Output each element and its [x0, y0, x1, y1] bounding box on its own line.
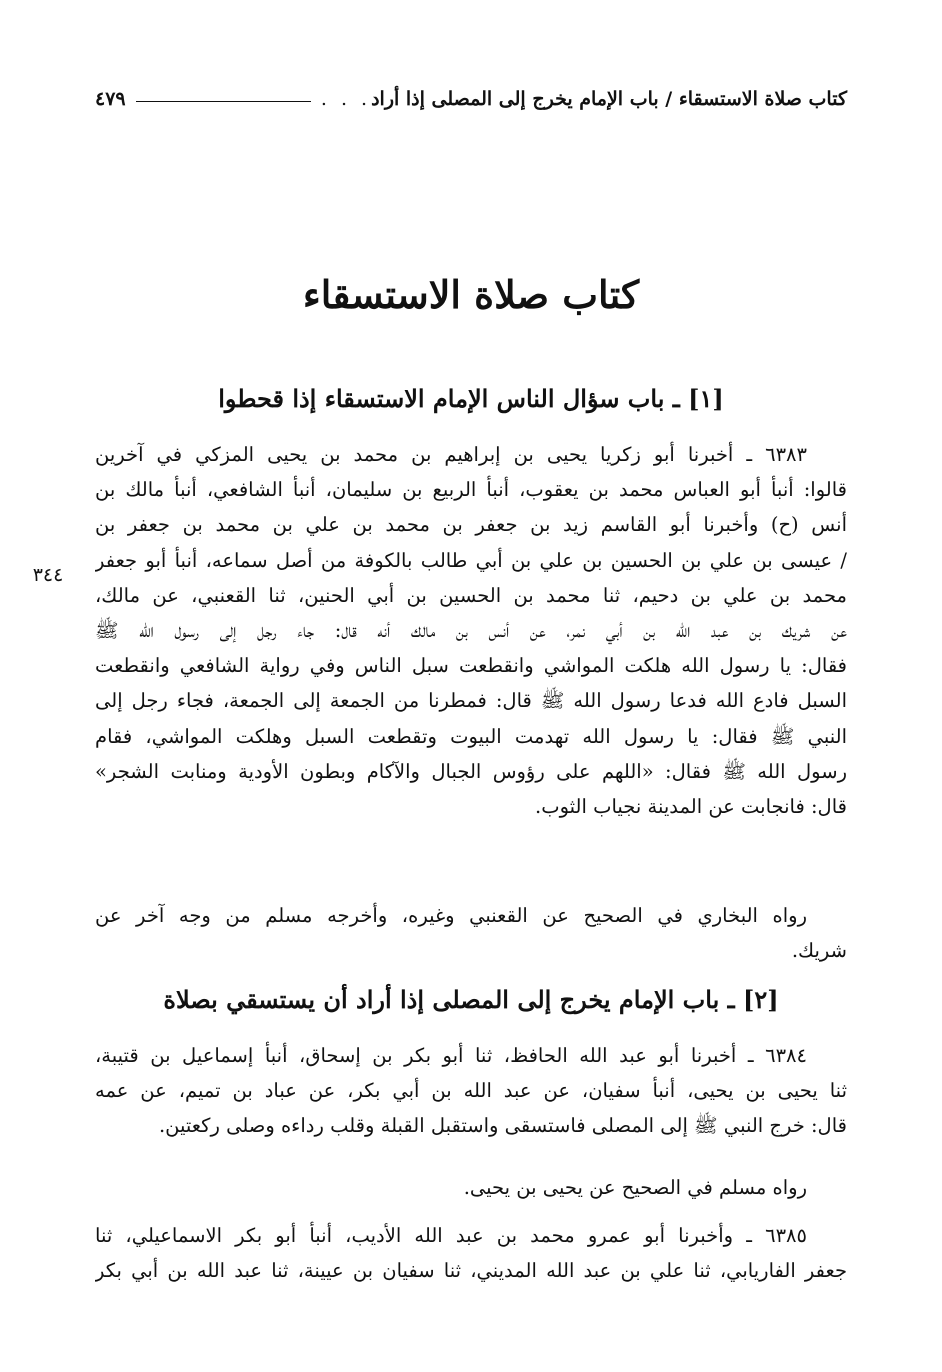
text-line: ٦٣٨٥ ـ وأخبرنا أبو عمرو محمد بن عبد الله الأديب، أنبأ أبو بكر الاسماعيلي، ثنا	[95, 1224, 807, 1247]
text-line: رواه البخاري في الصحيح عن القعنبي وغيره، وأخرجه مسلم من وجه آخر عن	[95, 904, 807, 927]
header-title: كتاب صلاة الاستسقاء / باب الإمام يخرج إلى المصلى إذا أراد	[371, 88, 847, 110]
text-line: جعفر الفاريابي، ثنا علي بن عبد الله المديني، ثنا سفيان بن عيينة، ثنا عبد الله بن أبي بكر	[95, 1259, 847, 1283]
section-heading-2: [٢] ـ باب الإمام يخرج إلى المصلى إذا أراد أن يستسقي بصلاة	[163, 985, 779, 1014]
text-line: ثنا يحيى بن يحيى، أنبأ سفيان، عن عبد الله بن أبي بكر، عن عباد بن تميم، عن عمه	[95, 1079, 847, 1103]
text-line: محمد بن علي بن دحيم، ثنا محمد بن الحسين بن أبي الحنين، ثنا القعنبي، عن مالك،	[95, 583, 847, 607]
text-line: ٦٣٨٤ ـ أخبرنا أبو عبد الله الحافظ، ثنا أبو بكر بن إسحاق، أنبأ إسماعيل بن قتيبة،	[95, 1044, 807, 1067]
page-number: ٤٧٩	[95, 88, 126, 110]
book-title: كتاب صلاة الاستسقاء	[302, 272, 640, 317]
text-line: قالوا: أنبأ أبو العباس محمد بن يعقوب، أنبأ الربيع بن سليمان، أنبأ الشافعي، أنبأ مالك بن	[95, 478, 847, 502]
text-line: ٦٣٨٣ ـ أخبرنا أبو زكريا يحيى بن إبراهيم بن محمد بن يحيى المزكي في آخرين	[95, 443, 807, 466]
text-line: أنس (ح) وأخبرنا أبو القاسم زيد بن جعفر بن محمد بن علي بن محمد بن جعفر بن	[95, 513, 847, 537]
text-line: شريك.	[791, 939, 847, 963]
text-line: / عيسى بن علي بن الحسين بن علي بن أبي طالب بالكوفة من أصل سماعه، أنبأ أبو جعفر	[95, 548, 847, 572]
paragraph-riwaya-1	[95, 898, 847, 968]
text-line: فقال: يا رسول الله هلكت المواشي وانقطعت سبل الناس وفي رواية الشافعي وانقطعت	[95, 654, 847, 678]
paragraph-hadith-6385	[95, 1218, 847, 1288]
text-line: قال: خرج النبي ﷺ إلى المصلى فاستسقى واستقبل القبلة وقلب رداءه وصلى ركعتين.	[158, 1114, 847, 1138]
running-header	[95, 82, 847, 116]
text-line: النبي ﷺ فقال: يا رسول الله تهدمت البيوت وتقطعت السبل وهلكت المواشي، فقام	[95, 724, 847, 748]
paragraph-riwaya-2	[95, 1170, 847, 1205]
paragraph-hadith-6384	[95, 1038, 847, 1144]
header-rule	[136, 101, 311, 102]
text-line: السبل فادع الله فدعا رسول الله ﷺ قال: فمطرنا من الجمعة إلى الجمعة، فجاء رجل إلى	[95, 689, 847, 713]
text-line: رواه مسلم في الصحيح عن يحيى بن يحيى.	[463, 1176, 807, 1199]
paragraph-hadith-6383	[95, 437, 847, 824]
section-heading-1: [١] ـ باب سؤال الناس الإمام الاستسقاء إذا قحطوا	[218, 384, 724, 413]
header-dots: . . .	[320, 88, 372, 110]
text-line: عن شريك بن عبد الله بن أبي نمر، عن أنس بن مالك أنه قال: جاء رجل إلى رسول الله ﷺ	[95, 619, 847, 643]
text-line: رسول الله ﷺ فقال: «اللهم على رؤوس الجبال والآكام وبطون الأودية ومنابت الشجر»	[95, 759, 847, 783]
margin-page-ref: ٣٤٤	[32, 564, 64, 586]
text-line: قال: فانجابت عن المدينة نجياب الثوب.	[535, 795, 847, 819]
